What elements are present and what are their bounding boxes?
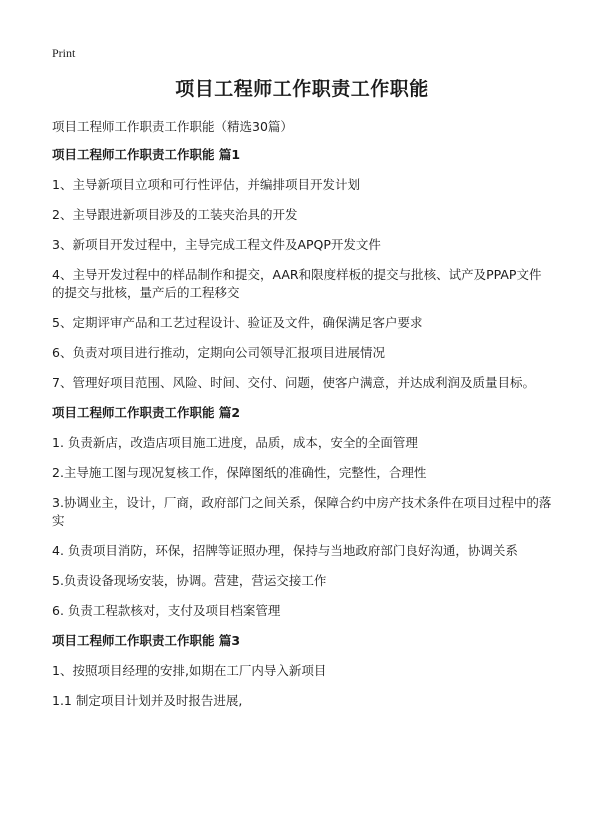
list-item: 4、主导开发过程中的样品制作和提交，AAR和限度样板的提交与批核、试产及PPAP文件的提交与批核，量产后的工程移交 [52,267,542,300]
section-heading: 项目工程师工作职责工作职能 篇2 [52,405,241,420]
list-item: 1、按照项目经理的安排,如期在工厂内导入新项目 [52,663,327,678]
list-item: 1、主导新项目立项和可行性评估，并编排项目开发计划 [52,177,360,192]
list-item: 5.负责设备现场安装，协调。营建，营运交接工作 [52,573,327,588]
page-title: 项目工程师工作职责工作职能 [175,78,429,100]
list-item: 6. 负责工程款核对，支付及项目档案管理 [52,603,281,618]
section-heading: 项目工程师工作职责工作职能 篇3 [52,633,241,648]
list-item: 3、新项目开发过程中，主导完成工程文件及APQP开发文件 [52,237,381,252]
section-3 [52,632,552,710]
print-link[interactable]: Print [52,46,76,60]
list-item: 5、定期评审产品和工艺过程设计、验证及文件，确保满足客户要求 [52,315,423,330]
document-subtitle: 项目工程师工作职责工作职能（精选30篇） [52,119,293,134]
section-1 [52,146,552,392]
list-item: 7、管理好项目范围、风险、时间、交付、问题，使客户满意，并达成利润及质量目标。 [52,375,535,390]
list-item: 1. 负责新店，改造店项目施工进度，品质，成本，安全的全面管理 [52,435,418,450]
document-page [52,76,552,722]
section-2 [52,404,552,620]
list-item: 1.1 制定项目计划并及时报告进展, [52,693,243,708]
section-heading: 项目工程师工作职责工作职能 篇1 [52,147,241,162]
list-item: 2、主导跟进新项目涉及的工装夹治具的开发 [52,207,298,222]
list-item: 4. 负责项目消防，环保，招牌等证照办理，保持与当地政府部门良好沟通，协调关系 [52,543,518,558]
list-item: 3.协调业主，设计，厂商，政府部门之间关系，保障合约中房产技术条件在项目过程中的落实 [52,495,552,528]
list-item: 2.主导施工图与现况复核工作，保障图纸的准确性，完整性，合理性 [52,465,427,480]
list-item: 6、负责对项目进行推动，定期向公司领导汇报项目进展情况 [52,345,385,360]
